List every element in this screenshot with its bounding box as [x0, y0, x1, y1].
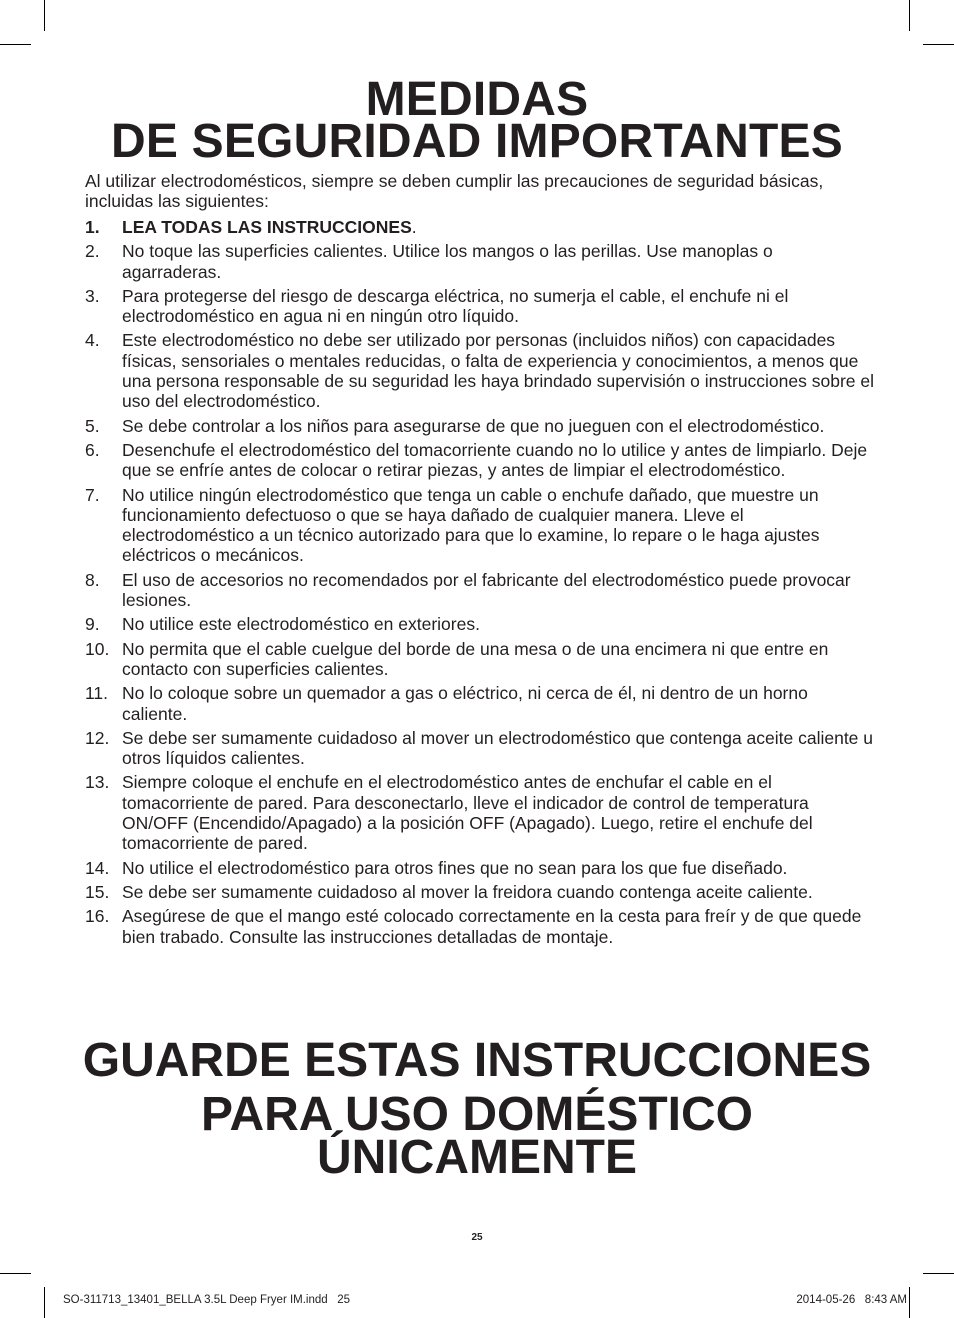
list-item	[85, 683, 875, 724]
item-text: Desenchufe el electrodoméstico del tomacorriente cuando no lo utilice y antes de limpiarlo. Deje que se enfríe antes de colocar o retirar piezas, y antes de limpiar el electrodoméstico.	[122, 439, 868, 481]
crop-mark-bottom-left-vertical	[44, 1287, 45, 1318]
list-item	[85, 858, 875, 878]
intro-paragraph: Al utilizar electrodomésticos, siempre se deben cumplir las precauciones de seguridad básicas, incluidas las siguientes:	[85, 171, 824, 211]
crop-mark-top-right-vertical	[909, 0, 910, 31]
list-item	[85, 485, 875, 566]
item-text-suffix: .	[411, 217, 417, 237]
item-text: No utilice este electrodoméstico en exteriores.	[122, 614, 480, 635]
list-item	[85, 882, 875, 902]
item-number: 10.	[85, 638, 110, 659]
item-number: 5.	[85, 415, 100, 436]
print-slug-datetime: 2014-05-26 8:43 AM	[796, 1294, 907, 1306]
item-number: 4.	[85, 330, 100, 351]
crop-mark-top-left-horizontal	[0, 44, 31, 45]
list-item	[85, 217, 875, 237]
item-text: No lo coloque sobre un quemador a gas o eléctrico, ni cerca de él, ni dentro de un horno caliente.	[122, 683, 808, 724]
page-title-line-2: DE SEGURIDAD IMPORTANTES	[111, 115, 843, 168]
crop-mark-bottom-right-horizontal	[923, 1273, 954, 1274]
safety-instructions-list	[85, 217, 875, 951]
item-number: 8.	[85, 569, 100, 590]
item-text: Se debe ser sumamente cuidadoso al mover un electrodoméstico que contenga aceite caliente u otros líquidos calientes.	[122, 727, 874, 769]
item-number: 2.	[85, 241, 100, 262]
list-item	[85, 330, 875, 411]
item-number: 1.	[85, 217, 100, 237]
item-number: 12.	[85, 727, 110, 748]
list-item	[85, 906, 875, 947]
page-title-line-1: MEDIDAS	[365, 73, 589, 126]
item-text: No utilice el electrodoméstico para otros fines que no sean para los que fue diseñado.	[122, 857, 788, 878]
item-number: 11.	[85, 683, 109, 704]
print-slug-filename: SO-311713_13401_BELLA 3.5L Deep Fryer IM.indd 25	[63, 1294, 351, 1306]
crop-mark-bottom-left-horizontal	[0, 1273, 31, 1274]
item-number: 14.	[85, 857, 110, 878]
item-number: 16.	[85, 906, 110, 927]
list-item	[85, 639, 875, 680]
item-text: Asegúrese de que el mango esté colocado correctamente en la cesta para freír y de que quede bien trabado. Consulte las instrucciones detalladas de montaje.	[122, 906, 862, 947]
item-number: 13.	[85, 772, 110, 793]
item-text: Este electrodoméstico no debe ser utilizado por personas (incluidos niños) con capacidades físicas, sensoriales o mentales reducidas, o falta de experiencia y conocimientos, a menos que una persona responsable de su seguridad les haya brindado supervisión o instrucciones sobre el uso del electrodoméstico.	[122, 330, 875, 412]
item-text	[122, 217, 875, 237]
item-number: 6.	[85, 439, 100, 460]
list-item	[85, 570, 875, 611]
item-text: No toque las superficies calientes. Utilice los mangos o las perillas. Use manoplas o agarraderas.	[122, 241, 773, 282]
list-item	[85, 614, 875, 634]
page-number: 25	[471, 1232, 483, 1243]
list-item	[85, 241, 875, 282]
save-instructions-heading: GUARDE ESTAS INSTRUCCIONES	[82, 1034, 872, 1087]
crop-mark-bottom-right-vertical	[909, 1287, 910, 1318]
household-use-heading-line-2: ÚNICAMENTE	[317, 1131, 637, 1184]
list-item	[85, 416, 875, 436]
item-number: 3.	[85, 285, 100, 306]
crop-mark-top-right-horizontal	[923, 44, 954, 45]
item-text: Siempre coloque el enchufe en el electrodoméstico antes de enchufar el cable en el tomacorriente de pared. Para desconectarlo, lleve el indicador de control de temperatura ON/OFF (Encendido/Apagado) a la posición OFF (Apagado). Luego, retire el enchufe del tomacorriente de pared.	[122, 772, 813, 854]
crop-mark-top-left-vertical	[44, 0, 45, 31]
household-use-heading-line-1: PARA USO DOMÉSTICO	[200, 1088, 754, 1141]
item-number: 15.	[85, 881, 110, 902]
item-text: El uso de accesorios no recomendados por el fabricante del electrodoméstico puede provocar lesiones.	[122, 569, 851, 611]
item-text-emphasis: LEA TODAS LAS INSTRUCCIONES	[122, 217, 412, 237]
item-text: Para protegerse del riesgo de descarga eléctrica, no sumerja el cable, el enchufe ni el electrodoméstico en agua ni en ningún otro líquido.	[122, 285, 789, 327]
list-item	[85, 286, 875, 327]
item-number: 9.	[85, 614, 100, 635]
item-text: No utilice ningún electrodoméstico que tenga un cable o enchufe dañado, que muestre un funcionamiento defectuoso o que se haya dañado de cualquier manera. Lleve el electrodoméstico a un técnico autorizado para que lo examine, lo repare o le haga ajustes eléctricos o mecánicos.	[122, 484, 820, 566]
list-item	[85, 728, 875, 769]
item-text: Se debe controlar a los niños para asegurarse de que no jueguen con el electrodoméstico.	[122, 415, 825, 436]
item-text: No permita que el cable cuelgue del borde de una mesa o de una encimera ni que entre en contacto con superficies calientes.	[122, 638, 829, 679]
list-item	[85, 440, 875, 481]
list-item	[85, 772, 875, 853]
item-text: Se debe ser sumamente cuidadoso al mover la freidora cuando contenga aceite caliente.	[122, 881, 813, 902]
item-number: 7.	[85, 484, 100, 505]
